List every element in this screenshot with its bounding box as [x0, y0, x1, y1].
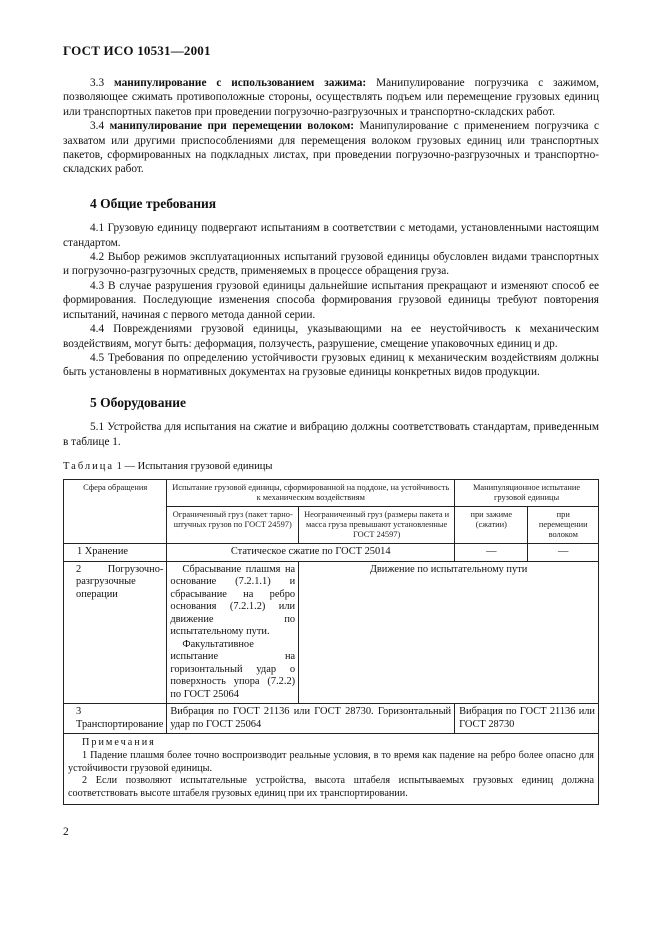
loading-drop-text: Сбрасывание плашмя на основание (7.2.1.1) и сбрасывание на ребро основания (7.2.1.2) или движение по испытательному пути. — [170, 563, 296, 638]
table-row — [64, 561, 599, 704]
row-label-loading: 2 Погрузочно-разгрузочные операции — [64, 561, 167, 704]
para-number: 3.3 — [90, 77, 105, 89]
header-unlimited-load: Неограниченный груз (размеры пакета и масса груза превышают установленные ГОСТ 24597) — [299, 507, 455, 544]
paragraph-4-3: 4.3 В случае разрушения грузовой единицы дальнейшие испытания прекращают и изменяют способ ее формирования. Последующие изменения способа формирования грузовой единицы требуют повторения испытаний, начиная с первого метода данной серии. — [63, 279, 599, 321]
table-caption-rest: 1 — Испытания грузовой единицы — [114, 460, 273, 472]
note-1: 1 Падение плашмя более точно воспроизводит реальные условия, в то время как падение на ребро более опасно для устойчивости грузовой единицы. — [68, 749, 594, 774]
notes-title: Примечания — [82, 737, 156, 749]
paragraph-5-1: 5.1 Устройства для испытания на сжатие и вибрацию должны соответствовать стандартам, приведенным в таблице 1. — [63, 421, 599, 448]
table-header-row — [64, 480, 599, 507]
table-row — [64, 704, 599, 734]
page-number: 2 — [63, 826, 69, 838]
table-caption-word: Таблица — [63, 460, 115, 472]
storage-test: Статическое сжатие по ГОСТ 25014 — [167, 544, 455, 562]
loading-other: Движение по испытательному пути — [299, 561, 599, 704]
paragraph-3-3 — [63, 76, 599, 119]
storage-clamp: — — [455, 544, 528, 562]
term: манипулирование при перемещении волоком: — [109, 120, 355, 133]
para-text: Манипулирование с применением погрузчика с захватом или другими приспособлениями для перемещения волоком грузовых единиц или транспортных пакетов, сформированных на подкладных листах, при проведении погрузочно-разгрузочных и транспортно-складских работ. — [63, 120, 600, 176]
row-label-transport: 3 Транспортирование — [64, 704, 167, 734]
section-5-title: 5 Оборудование — [90, 394, 187, 410]
transport-test: Вибрация по ГОСТ 21136 или ГОСТ 28730. Горизонтальный удар по ГОСТ 25064 — [167, 704, 455, 734]
table-notes — [63, 734, 599, 805]
header-manipulation-tests: Манипуляционное испытание грузовой единицы — [455, 480, 599, 507]
tests-table — [63, 479, 599, 734]
header-drag: при перемещении волоком — [528, 507, 599, 544]
loading-limited — [167, 561, 299, 704]
table-row — [64, 544, 599, 562]
paragraph-4-2: 4.2 Выбор режимов эксплуатационных испытаний грузовой единицы обусловлен видами транспортных и погрузочно-разгрузочных средств, применяемых в процессе обращения груза. — [63, 251, 599, 278]
document-header: ГОСТ ИСО 10531—2001 — [63, 43, 211, 58]
note-2: 2 Если позволяют испытательные устройства, высота штабеля испытываемых грузовых единиц должна соответствовать высоте штабеля грузовых единиц при их транспортировании. — [68, 775, 594, 799]
paragraph-4-1: 4.1 Грузовую единицу подвергают испытаниям в соответствии с методами, установленными настоящим стандартом. — [63, 222, 599, 249]
paragraph-4-4: 4.4 Повреждениями грузовой единицы, указывающими на ее неустойчивость к механическим воздействиям, могут быть: деформация, ползучесть, разрушение, смещение упаковочных единиц и др. — [63, 323, 599, 350]
header-clamp: при зажиме (сжатии) — [455, 507, 528, 544]
term: манипулирование с использованием зажима: — [114, 77, 367, 89]
table-caption — [63, 460, 599, 474]
para-number: 3.4 — [90, 120, 105, 133]
para-text: Манипулирование погрузчика с зажимом, позволяющее сжимать противоположные стороны, осуществлять подъем или перемещение грузовых единиц или транспортных пакетов при проведении погрузочно-разгрузочных и транспортно-складских работ. — [63, 77, 599, 118]
document-body — [63, 76, 599, 805]
header-sphere: Сфера обращения — [64, 480, 167, 544]
header-mechanical-tests: Испытание грузовой единицы, сформированной на поддоне, на устойчивость к механическим воздействиям — [167, 480, 455, 507]
paragraph-4-5: 4.5 Требования по определению устойчивости грузовых единиц к механическим воздействиям должны быть установлены в нормативных документах на грузовые единицы конкретных видов продукции. — [63, 351, 599, 379]
transport-manipulation: Вибрация по ГОСТ 21136 или ГОСТ 28730 — [455, 704, 599, 734]
storage-drag: — — [528, 544, 599, 562]
row-label-storage: 1 Хранение — [64, 544, 167, 562]
paragraph-3-4 — [63, 119, 599, 177]
section-4-title: 4 Общие требования — [90, 195, 217, 211]
header-limited-load: Ограниченный груз (пакет тарно-штучных грузов по ГОСТ 24597) — [167, 507, 299, 544]
loading-impact-text: Факультативное испытание на горизонтальный удар о поверхность упора (7.2.2) по ГОСТ 25064 — [170, 638, 296, 700]
